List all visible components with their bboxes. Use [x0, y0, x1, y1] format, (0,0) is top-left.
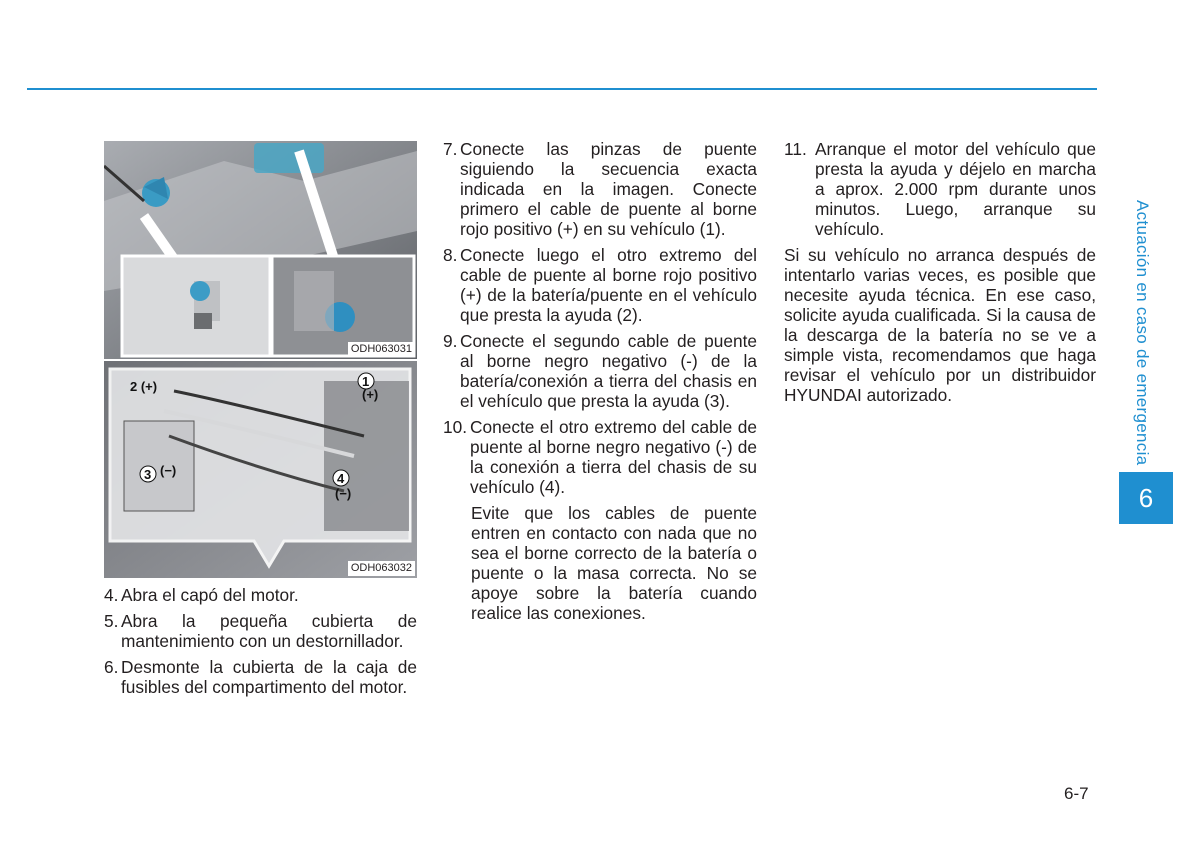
label-4: 4 [337, 471, 345, 486]
engine-bay-illustration [104, 141, 417, 359]
item-text: Abra el capó del motor. [121, 585, 299, 605]
list-item [104, 585, 417, 605]
label-4-sign: (−) [335, 486, 352, 501]
list-item [104, 657, 417, 697]
item-number: 11. [784, 139, 807, 159]
list-item [443, 139, 757, 239]
item-text: Abra la pequeña cubierta de mantenimiento con un destornillador. [121, 611, 417, 651]
header-rule [27, 88, 1097, 90]
chapter-side-label: Actuación en caso de emergencia [1133, 200, 1152, 466]
figure-fuse-box-photo [104, 141, 417, 359]
item-number: 6. [104, 657, 119, 677]
label-2: 2 (+) [130, 379, 158, 394]
item-number: 4. [104, 585, 119, 605]
label-1-sign: (+) [362, 387, 379, 402]
list-item [784, 139, 1096, 239]
list-item [104, 611, 417, 651]
item-text: Desmonte la cubierta de la caja de fusibles del compartimento del motor. [121, 657, 417, 697]
label-3-sign: (−) [160, 463, 177, 478]
label-1: 1 [362, 374, 370, 389]
item-text: Conecte las pinzas de puente siguiendo la secuencia exacta indicada en la imagen. Conecte primero el cable de puente al borne rojo positivo (+) en su vehículo (1). [460, 139, 757, 239]
chapter-tab: 6 [1119, 472, 1173, 524]
item-text: Arranque el motor del vehículo que presta la ayuda y déjelo en marcha a aprox. 2.000 rpm durante unos minutos. Luego, arranque su vehículo. [815, 139, 1096, 239]
item-number: 7. [443, 139, 458, 159]
figure-jump-start-photo [104, 361, 417, 578]
label-3: 3 [144, 467, 152, 482]
figure-caption: ODH063032 [348, 561, 415, 576]
item-text: Conecte el otro extremo del cable de puente al borne negro negativo (-) de la conexión a tierra del chasis de su vehículo (4). [470, 417, 757, 497]
list-item [443, 331, 757, 411]
item-number: 9. [443, 331, 458, 351]
list-item [443, 245, 757, 325]
item-text: Conecte luego el otro extremo del cable de puente al borne rojo positivo (+) de la batería/puente en el vehículo que presta la ayuda (2). [460, 245, 757, 325]
column-right [784, 139, 1096, 405]
figure-caption: ODH063031 [348, 342, 415, 357]
item-number: 10. [443, 417, 468, 437]
column-middle [443, 139, 757, 629]
item-number: 5. [104, 611, 119, 631]
warning-note: Evite que los cables de puente entren en contacto con nada que no sea el borne correcto de la batería o puente o la masa correcta. No se apoye sobre la batería cuando realice las conexiones. [471, 503, 757, 623]
item-number: 8. [443, 245, 458, 265]
body-paragraph: Si su vehículo no arranca después de intentarlo varias veces, es posible que necesite ayuda técnica. En ese caso, solicite ayuda cualificada. Si la causa de la descarga de la batería no se ve a simple vista, recomendamos que haga revisar el vehículo por un distribuidor HYUNDAI autorizado. [784, 245, 1096, 405]
jump-start-illustration [104, 361, 417, 578]
list-item [443, 417, 757, 497]
page-number: 6-7 [1064, 784, 1089, 803]
item-text: Conecte el segundo cable de puente al borne negro negativo (-) de la batería/conexión a tierra del chasis en el vehículo que presta la ayuda (3). [460, 331, 757, 411]
column-left [104, 585, 417, 703]
